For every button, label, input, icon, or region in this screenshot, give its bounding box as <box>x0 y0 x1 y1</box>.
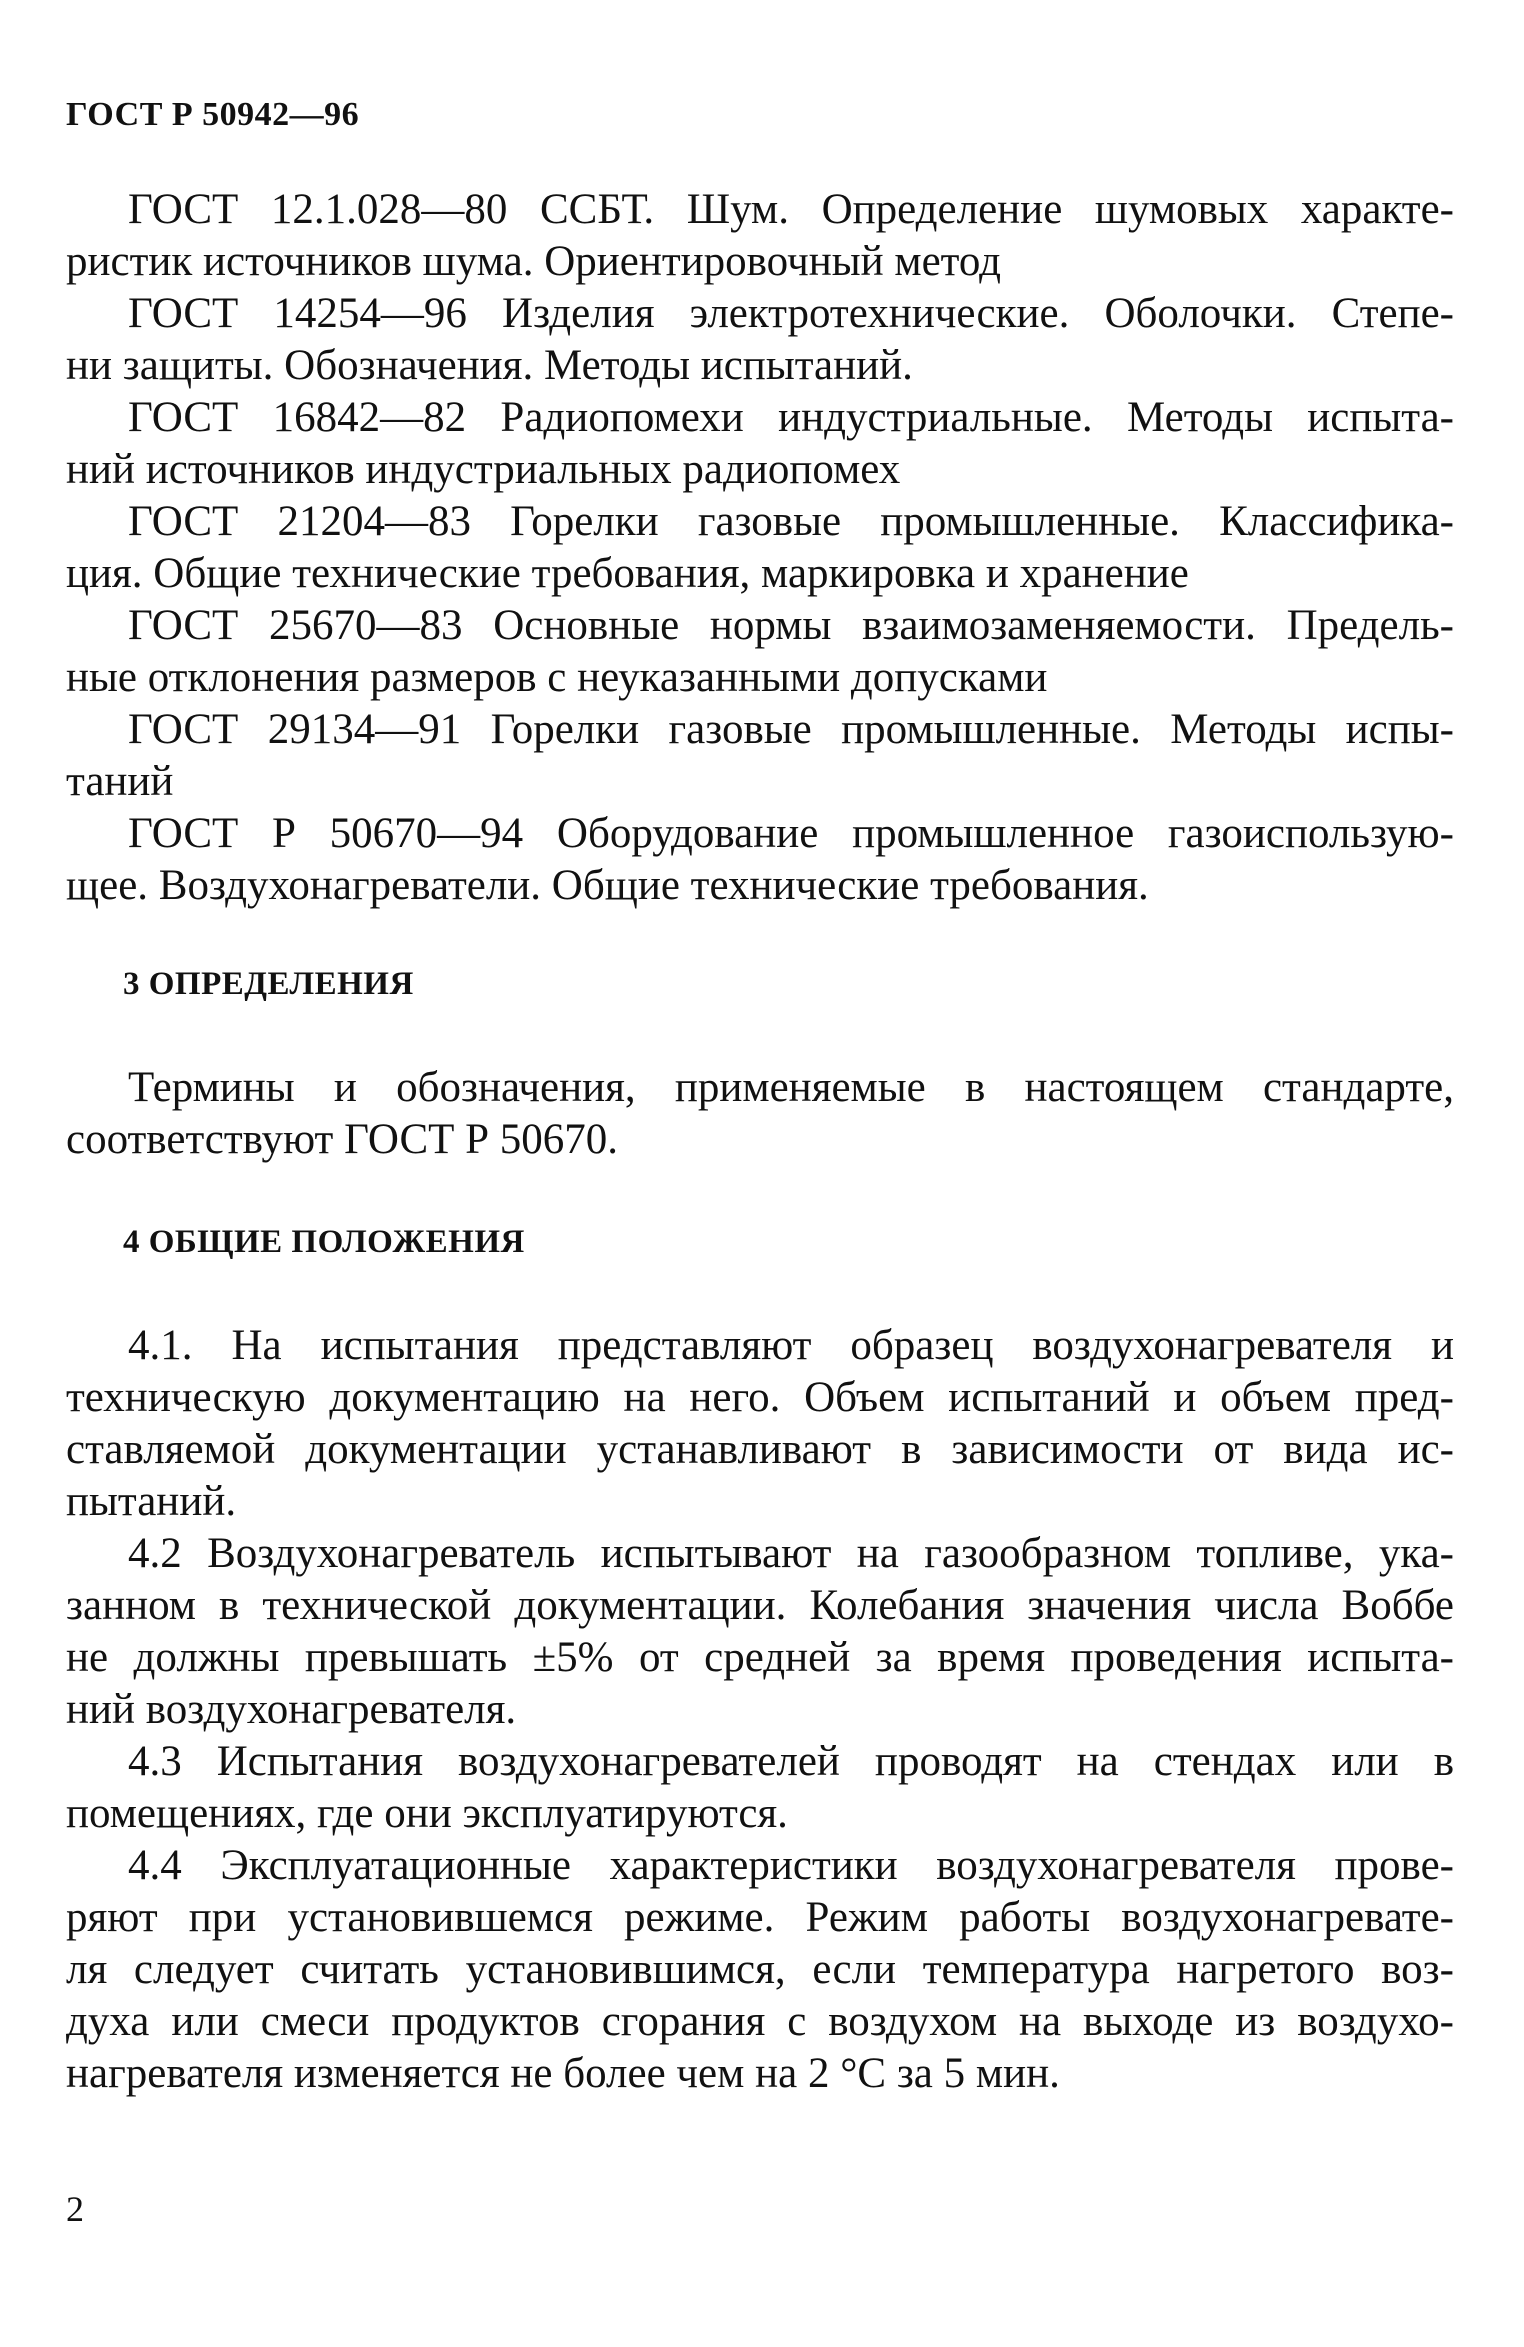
section-3-heading: 3 ОПРЕДЕЛЕНИЯ <box>123 966 414 1002</box>
text-line: соответствуют ГОСТ Р 50670. <box>66 1116 619 1163</box>
text-line: ция. Общие технические требования, маркировка и хранение <box>66 550 1189 597</box>
section-4-body <box>66 1320 1454 2100</box>
text-line: ристик источников шума. Ориентировочный метод <box>66 238 1002 285</box>
section-3-paragraph <box>66 1062 1454 1166</box>
text-line: таний <box>66 758 174 805</box>
text-line: ГОСТ 14254—96 Изделия электротехнические. Оболочки. Степе- <box>128 290 1454 337</box>
document-header: ГОСТ Р 50942—96 <box>66 96 360 133</box>
text-line: 4.4 Эксплуатационные характеристики воздухонагревателя прове- <box>128 1842 1454 1889</box>
reference-item <box>66 184 1454 288</box>
reference-item <box>66 600 1454 704</box>
reference-item <box>66 392 1454 496</box>
paragraph-4-2 <box>66 1528 1454 1736</box>
text-line: щее. Воздухонагреватели. Общие технические требования. <box>66 862 1149 909</box>
reference-item <box>66 496 1454 600</box>
text-line: ГОСТ 21204—83 Горелки газовые промышленные. Классифика- <box>128 498 1454 545</box>
text-line: 4.1. На испытания представляют образец воздухонагревателя и <box>128 1322 1454 1369</box>
text-line: не должны превышать ±5% от средней за время проведения испыта- <box>66 1634 1454 1681</box>
references-list <box>66 184 1454 912</box>
text-line: ГОСТ 25670—83 Основные нормы взаимозаменяемости. Предель- <box>128 602 1454 649</box>
text-line: ГОСТ 29134—91 Горелки газовые промышленные. Методы испы- <box>128 706 1454 753</box>
text-line: ни защиты. Обозначения. Методы испытаний. <box>66 342 913 389</box>
reference-item <box>66 288 1454 392</box>
reference-item <box>66 704 1454 808</box>
text-line: ряют при установившемся режиме. Режим работы воздухонагревате- <box>66 1894 1454 1941</box>
text-line: ставляемой документации устанавливают в зависимости от вида ис- <box>66 1426 1454 1473</box>
text-line: техническую документацию на него. Объем испытаний и объем пред- <box>66 1374 1454 1421</box>
text-line: ГОСТ 12.1.028—80 ССБТ. Шум. Определение шумовых характе- <box>128 186 1454 233</box>
text-line: Термины и обозначения, применяемые в настоящем стандарте, <box>128 1064 1454 1111</box>
text-line: ГОСТ 16842—82 Радиопомехи индустриальные. Методы испыта- <box>128 394 1454 441</box>
text-line: ГОСТ Р 50670—94 Оборудование промышленное газоиспользую- <box>128 810 1454 857</box>
page-number: 2 <box>66 2189 84 2229</box>
paragraph-4-4 <box>66 1840 1454 2100</box>
text-line: ний источников индустриальных радиопомех <box>66 446 901 493</box>
section-4-heading: 4 ОБЩИЕ ПОЛОЖЕНИЯ <box>123 1224 525 1260</box>
text-line: ля следует считать установившимся, если температура нагретого воз- <box>66 1946 1454 1993</box>
text-line: ний воздухонагревателя. <box>66 1686 517 1733</box>
text-line: нагревателя изменяется не более чем на 2 °С за 5 мин. <box>66 2050 1060 2097</box>
paragraph-4-1 <box>66 1320 1454 1528</box>
text-line: занном в технической документации. Колебания значения числа Воббе <box>66 1582 1454 1629</box>
paragraph-4-3 <box>66 1736 1454 1840</box>
reference-item <box>66 808 1454 912</box>
text-line: пытаний. <box>66 1478 237 1525</box>
text-line: 4.2 Воздухонагреватель испытывают на газообразном топливе, ука- <box>128 1530 1454 1577</box>
text-line: помещениях, где они эксплуатируются. <box>66 1790 788 1837</box>
text-line: ные отклонения размеров с неуказанными допусками <box>66 654 1048 701</box>
text-line: духа или смеси продуктов сгорания с воздухом на выходе из воздухо- <box>66 1998 1454 2045</box>
text-line: 4.3 Испытания воздухонагревателей проводят на стендах или в <box>128 1738 1454 1785</box>
